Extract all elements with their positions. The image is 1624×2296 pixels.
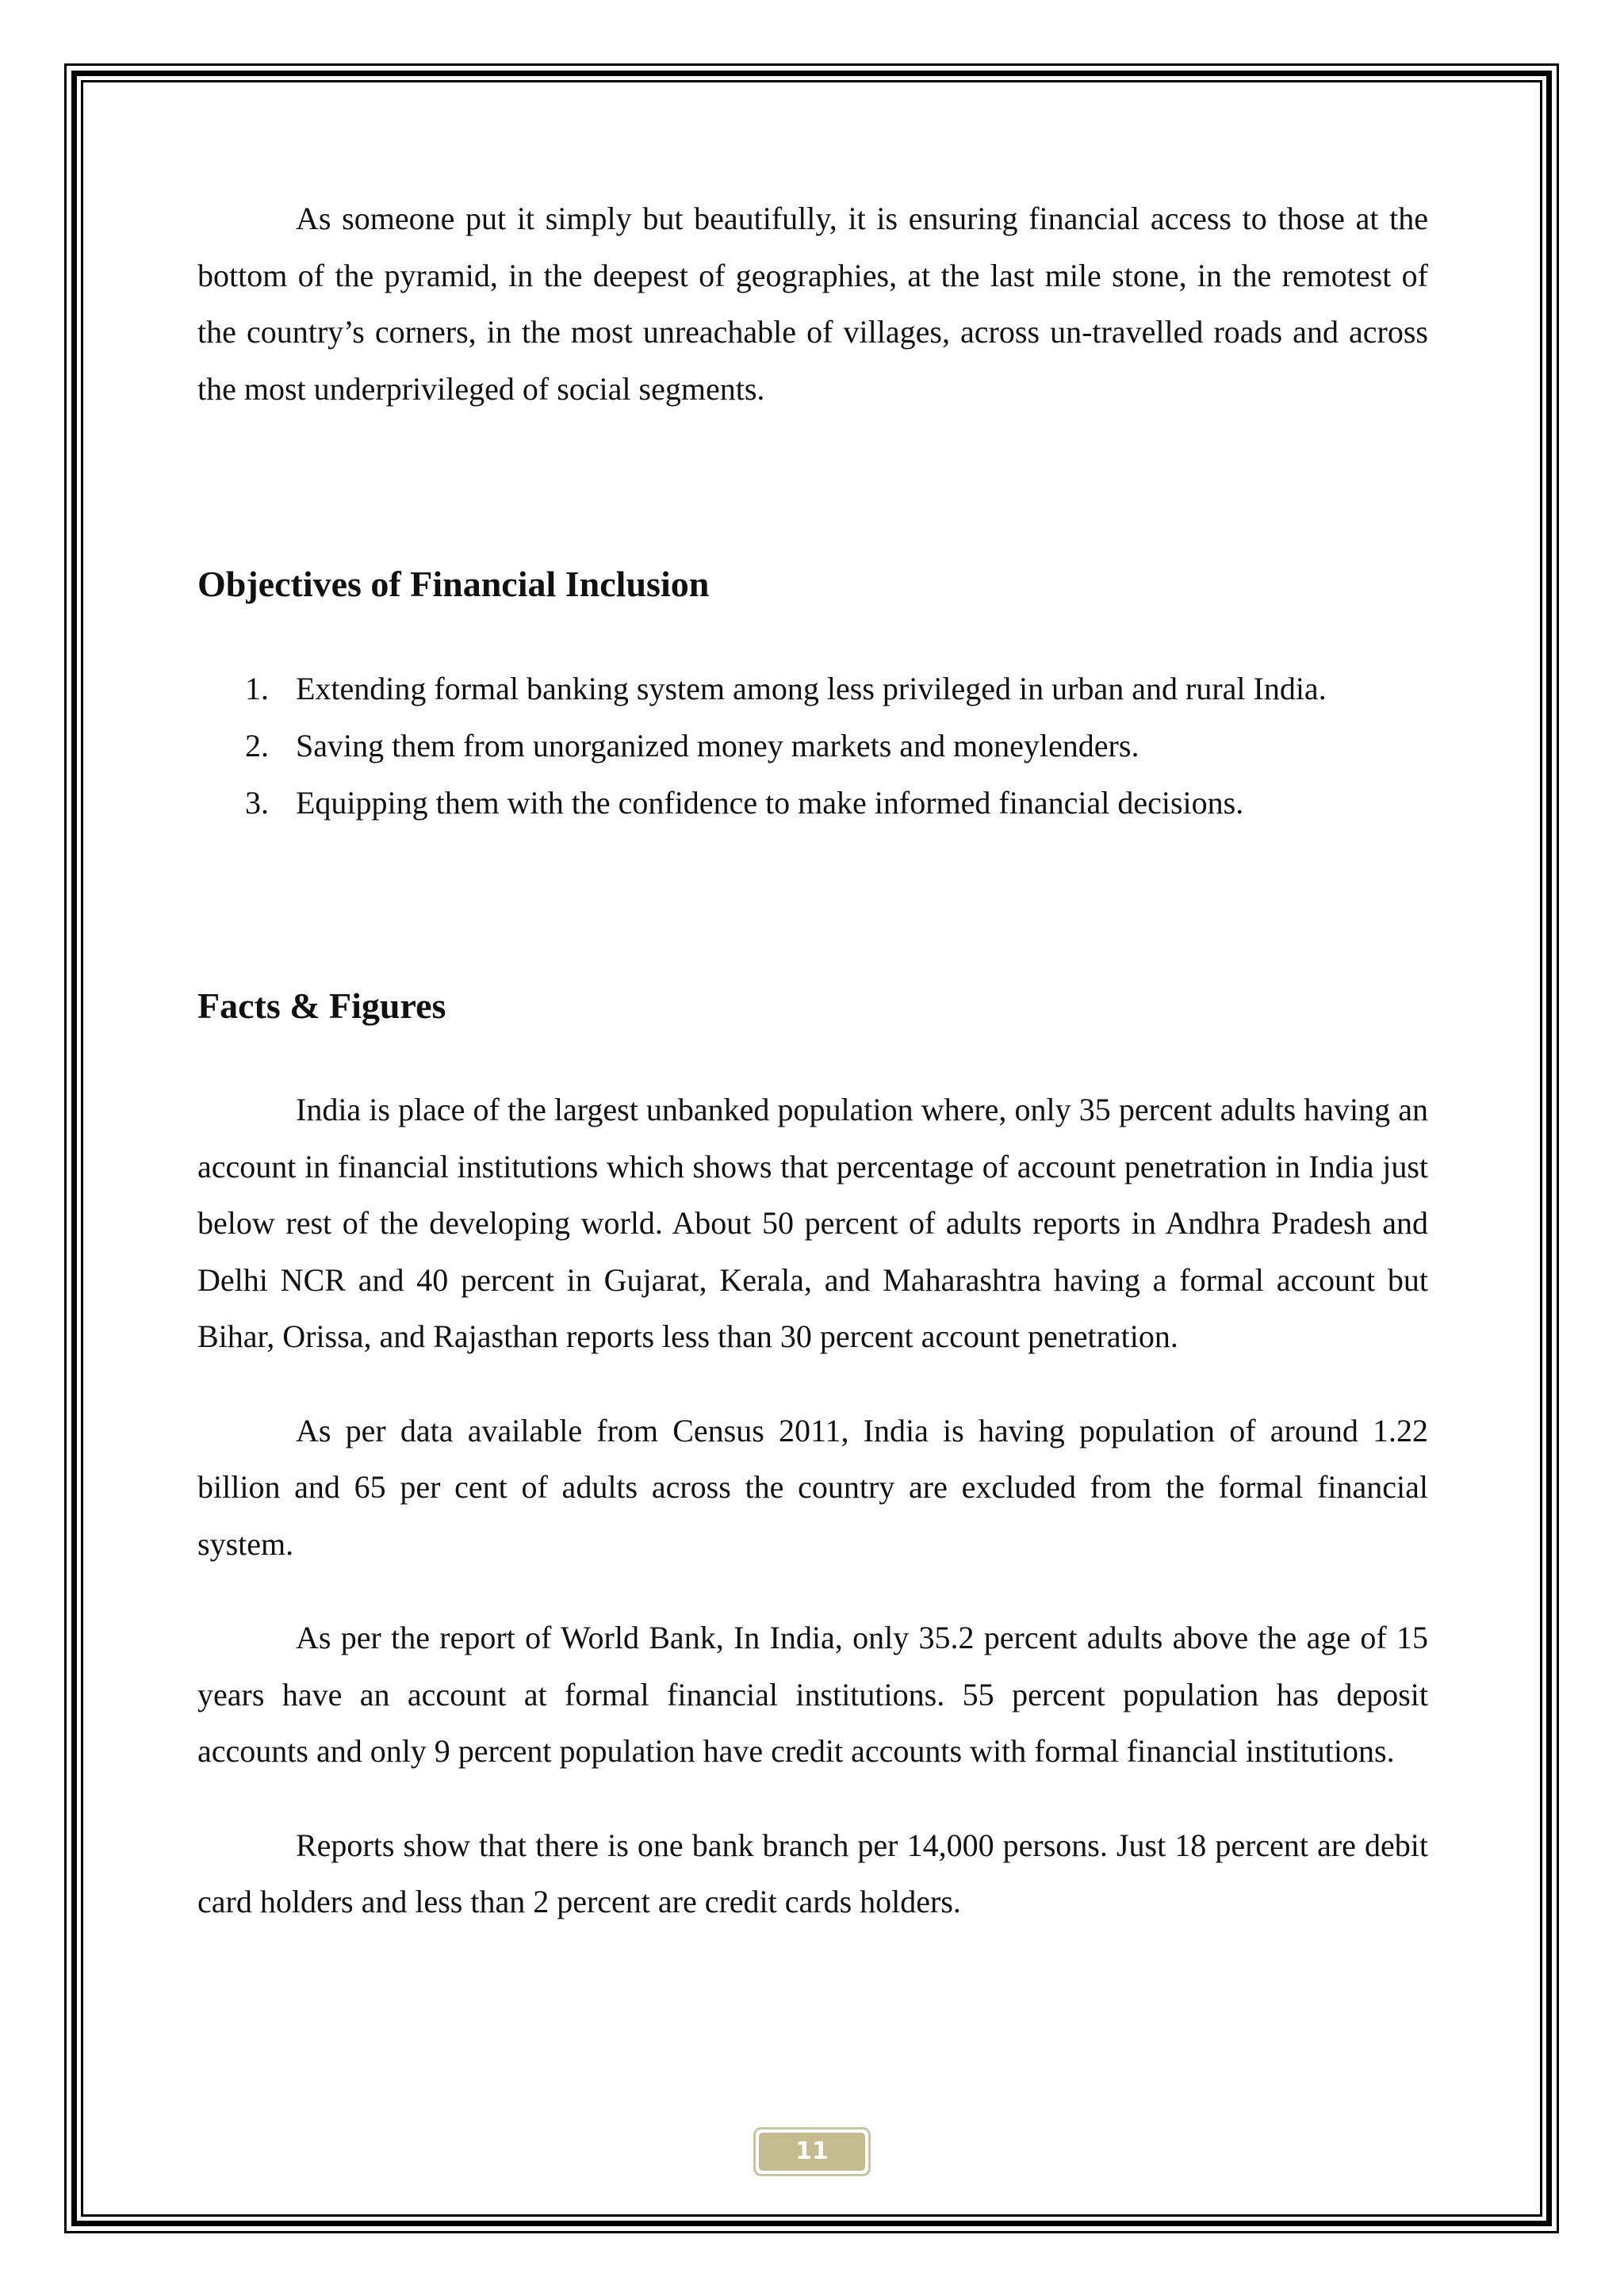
list-item-text: Equipping them with the confidence to make informed financial decisions. — [296, 785, 1244, 821]
list-item-text: Saving them from unorganized money markets and moneylenders. — [296, 728, 1139, 763]
list-item-number: 3. — [245, 785, 269, 821]
facts-heading: Facts & Figures — [197, 985, 446, 1026]
list-item — [197, 718, 1428, 775]
intro-paragraph: As someone put it simply but beautifully, it is ensuring financial access to those at the bottom of the pyramid, in the deepest of geographies, at the last mile stone, in the remotest of the country’s corners, in the most unreachable of villages, across un-travelled roads and across the most underprivileged of social segments. — [197, 201, 1428, 407]
objectives-heading: Objectives of Financial Inclusion — [197, 564, 710, 604]
facts-paragraph: As per data available from Census 2011, India is having population of around 1.22 billion and 65 per cent of adults across the country are excluded from the formal financial system. — [197, 1412, 1428, 1562]
page-content — [197, 190, 1428, 1931]
list-item — [197, 775, 1428, 832]
facts-paragraph: As per the report of World Bank, In India, only 35.2 percent adults above the age of 15 years have an account at formal financial institutions. 55 percent population has deposit accounts and only 9 percent population have credit accounts with formal financial institutions. — [197, 1620, 1428, 1769]
list-item-text: Extending formal banking system among less privileged in urban and rural India. — [296, 671, 1327, 706]
page-number: 11 — [759, 2133, 865, 2171]
list-item-number: 2. — [245, 728, 269, 763]
objectives-list — [197, 660, 1428, 832]
facts-paragraph: India is place of the largest unbanked population where, only 35 percent adults having an account in financial institutions which shows that percentage of account penetration in India just below rest of the developing world. About 50 percent of adults reports in Andhra Pradesh and Delhi NCR and 40 percent in Gujarat, Kerala, and Maharashtra having a formal account but Bihar, Orissa, and Rajasthan reports less than 30 percent account penetration. — [197, 1092, 1428, 1354]
list-item-number: 1. — [245, 671, 269, 706]
list-item — [197, 660, 1428, 718]
page-number-badge — [753, 2127, 871, 2176]
facts-paragraph: Reports show that there is one bank branch per 14,000 persons. Just 18 percent are debit card holders and less than 2 percent are credit cards holders. — [197, 1827, 1428, 1919]
